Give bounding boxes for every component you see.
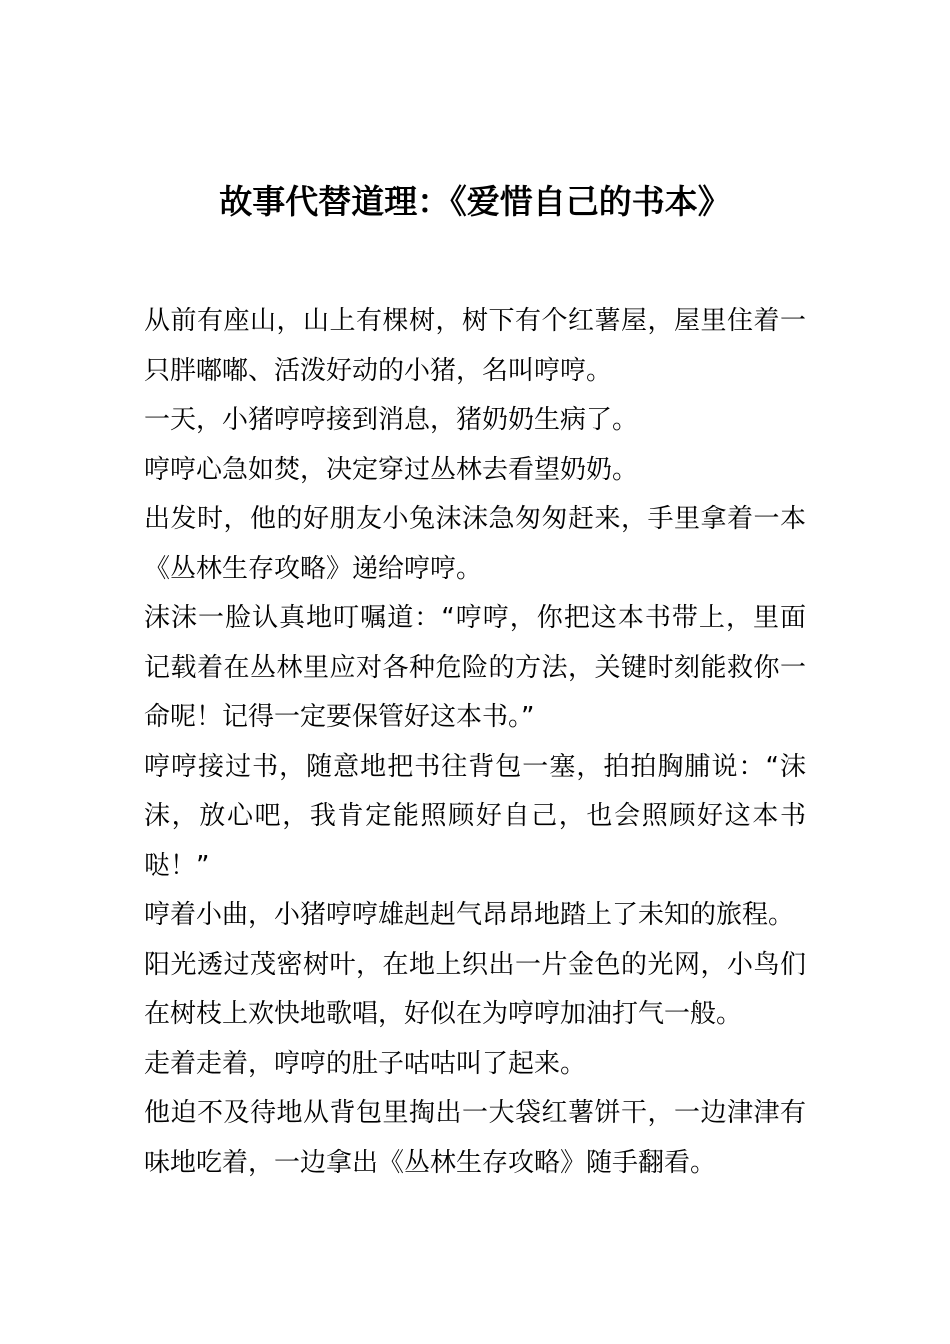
paragraph: 出发时，他的好朋友小兔沫沫急匆匆赶来，手里拿着一本《丛林生存攻略》递给哼哼。: [144, 504, 806, 584]
paragraph: 一天，小猪哼哼接到消息，猪奶奶生病了。: [144, 405, 639, 435]
paragraph: 从前有座山，山上有棵树，树下有个红薯屋，屋里住着一只胖嘟嘟、活泼好动的小猪，名叫哼哼。: [144, 306, 806, 386]
paragraph: 阳光透过茂密树叶，在地上织出一片金色的光网，小鸟们在树枝上欢快地歌唱，好似在为哼哼加油打气一般。: [144, 949, 806, 1029]
paragraph: 哼着小曲，小猪哼哼雄赳赳气昂昂地踏上了未知的旅程。: [144, 900, 795, 930]
paragraph: 哼哼接过书，随意地把书往背包一塞，拍拍胸脯说：“沫沫，放心吧，我肯定能照顾好自己，也会照顾好这本书哒！”: [144, 751, 806, 881]
paragraph: 哼哼心急如焚，决定穿过丛林去看望奶奶。: [144, 454, 639, 485]
document-body: [144, 297, 806, 1188]
paragraph: 沫沫一脸认真地叮嘱道：“哼哼，你把这本书带上，里面记载着在丛林里应对各种危险的方法，关键时刻能救你一命呢！记得一定要保管好这本书。”: [144, 603, 806, 732]
document-title: 故事代替道理：《爱惜自己的书本》: [219, 182, 731, 222]
paragraph: 他迫不及待地从背包里掏出一大袋红薯饼干，一边津津有味地吃着，一边拿出《丛林生存攻略》随手翻看。: [144, 1098, 806, 1178]
paragraph: 走着走着，哼哼的肚子咕咕叫了起来。: [144, 1048, 587, 1079]
